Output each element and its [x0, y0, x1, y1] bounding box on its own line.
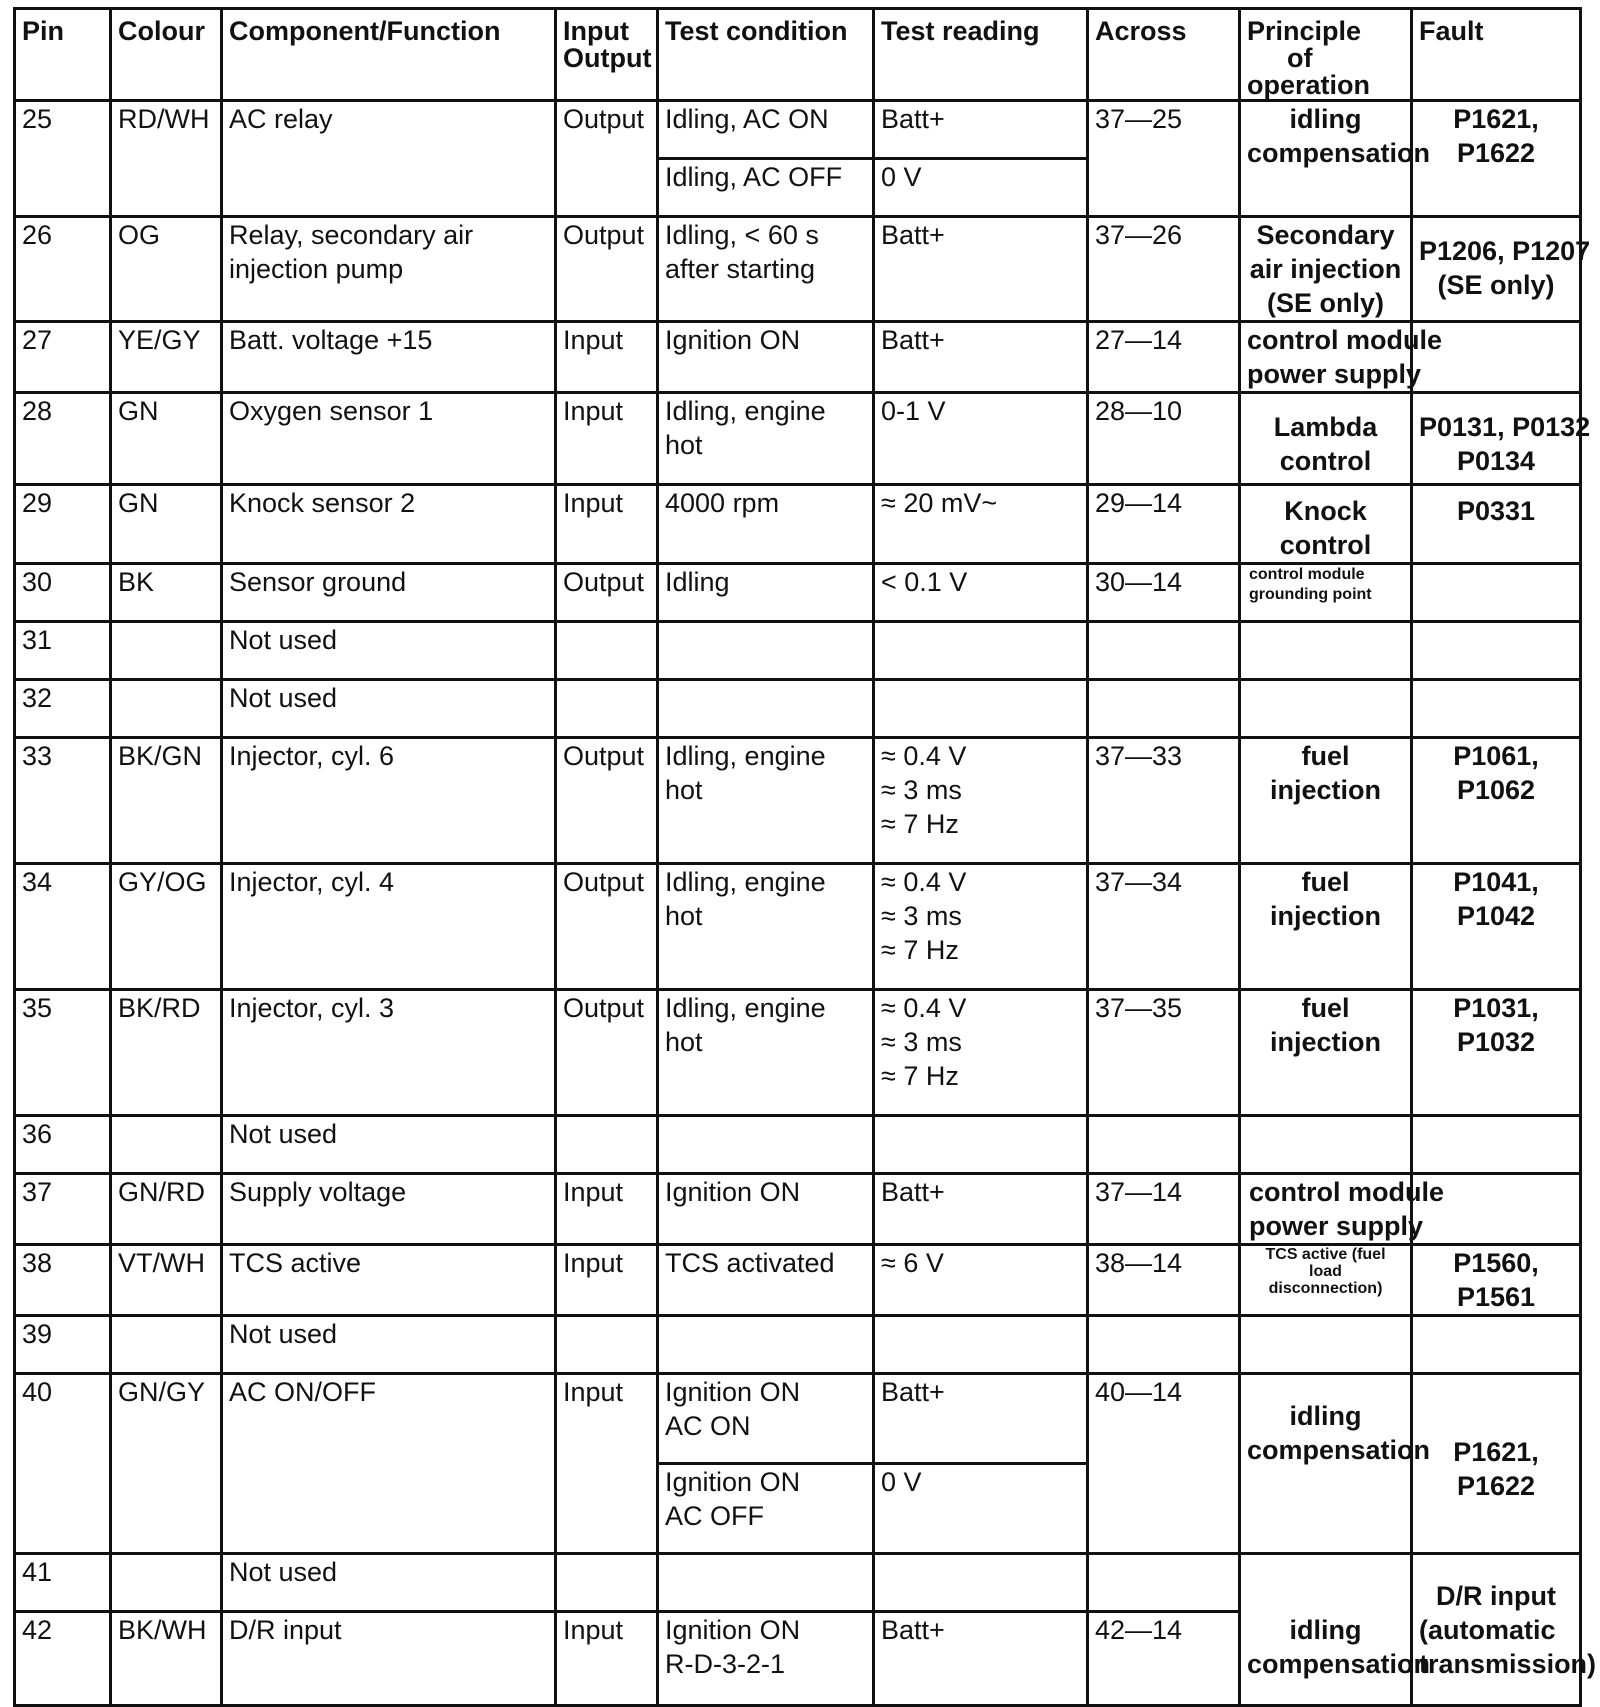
component-cell: TCS active: [222, 1245, 556, 1316]
across-cell: 30—14: [1088, 564, 1240, 622]
reading-line: ≈ 3 ms: [881, 775, 962, 805]
reading-line: ≈ 0.4 V: [881, 993, 967, 1023]
component-cell: Not used: [222, 622, 556, 680]
condition-line: hot: [665, 775, 703, 805]
principle-line: idling: [1289, 1615, 1362, 1645]
principle-cell: [1240, 101, 1431, 217]
principle-line: Lambda: [1273, 412, 1378, 442]
io-cell: Input: [556, 1612, 658, 1706]
pin-cell: 28: [15, 393, 111, 485]
condition-line: Idling, engine: [665, 396, 826, 426]
condition-cell: [658, 864, 874, 990]
header-test-reading: Test reading: [874, 9, 1088, 101]
condition-cell: Idling: [658, 564, 874, 622]
fault-cell: [1412, 680, 1581, 738]
table-row: [15, 393, 1581, 485]
component-cell: Not used: [222, 680, 556, 738]
table-row: [15, 680, 1581, 738]
condition-cell: [658, 680, 874, 738]
reading-cell: [874, 680, 1088, 738]
condition-line: hot: [665, 430, 703, 460]
component-cell: AC relay: [222, 101, 556, 217]
pin-cell: 38: [15, 1245, 111, 1316]
table-row: [15, 1245, 1581, 1316]
across-cell: 37—25: [1088, 101, 1240, 217]
io-cell: [556, 680, 658, 738]
principle-cell: [1240, 680, 1412, 738]
colour-cell: GN/GY: [111, 1374, 222, 1554]
header-pin: Pin: [15, 9, 111, 101]
table-row: [15, 217, 1581, 322]
principle-line: idling: [1289, 1401, 1362, 1431]
reading-cell: [874, 990, 1088, 1116]
colour-cell: GN/RD: [111, 1174, 222, 1245]
table-row: [15, 1116, 1581, 1174]
principle-cell: [1240, 1116, 1412, 1174]
condition-cell: [658, 1612, 874, 1706]
reading-cell: Batt+: [874, 217, 1088, 322]
condition-cell: [658, 622, 874, 680]
fault-line: P1206, P1207: [1419, 236, 1591, 266]
fault-line: transmission): [1419, 1649, 1597, 1679]
across-cell: [1088, 1554, 1240, 1612]
principle-line: compensation: [1247, 1435, 1431, 1465]
colour-cell: OG: [111, 217, 222, 322]
io-cell: [556, 1554, 658, 1612]
pin-cell: 40: [15, 1374, 111, 1554]
condition-line: hot: [665, 901, 703, 931]
header-io-output: Output: [563, 43, 652, 73]
colour-cell: BK/GN: [111, 738, 222, 864]
header-principle-line2: of: [1287, 43, 1313, 73]
component-cell: Injector, cyl. 3: [222, 990, 556, 1116]
component-line: injection pump: [229, 254, 404, 284]
io-cell: Input: [556, 1374, 658, 1554]
principle-cell: [1240, 393, 1412, 485]
colour-cell: VT/WH: [111, 1245, 222, 1316]
header-input-output: [556, 9, 658, 101]
table-row: [15, 738, 1581, 864]
principle-line: air injection: [1249, 254, 1402, 284]
principle-line: idling: [1289, 104, 1362, 134]
reading-cell: 0 V: [874, 159, 1088, 217]
principle-cell: Knock control: [1240, 485, 1412, 564]
principle-cell: fuel injection: [1240, 738, 1412, 864]
fault-cell: [1412, 217, 1591, 322]
fault-line: (automatic: [1419, 1615, 1556, 1645]
across-cell: 37—35: [1088, 990, 1240, 1116]
component-cell: Not used: [222, 1316, 556, 1374]
pinout-table: [13, 7, 1597, 1707]
principle-cell: [1240, 1245, 1412, 1316]
condition-cell: [658, 1374, 874, 1464]
condition-line: Idling, < 60 s: [665, 220, 819, 250]
colour-cell: [111, 680, 222, 738]
condition-line: Idling, engine: [665, 741, 826, 771]
across-cell: 28—10: [1088, 393, 1240, 485]
table-row: [15, 1374, 1581, 1464]
pin-cell: 29: [15, 485, 111, 564]
condition-cell: Idling, AC OFF: [658, 159, 874, 217]
fault-cell: P1560, P1561: [1412, 1245, 1581, 1316]
principle-line: TCS active (fuel: [1265, 1246, 1386, 1263]
principle-line: compensation: [1247, 1649, 1431, 1679]
fault-cell: [1412, 1316, 1581, 1374]
io-cell: Output: [556, 101, 658, 217]
component-cell: Knock sensor 2: [222, 485, 556, 564]
fault-line: P0134: [1456, 446, 1536, 476]
condition-line: AC ON: [665, 1411, 751, 1441]
pin-cell: 39: [15, 1316, 111, 1374]
reading-cell: [874, 864, 1088, 990]
io-cell: Input: [556, 1174, 658, 1245]
header-row: [15, 9, 1581, 101]
fault-cell: [1412, 564, 1581, 622]
principle-line: control module: [1249, 1177, 1444, 1207]
fault-cell: [1412, 393, 1591, 485]
io-cell: Input: [556, 393, 658, 485]
principle-line: power supply: [1247, 359, 1422, 389]
across-cell: 40—14: [1088, 1374, 1240, 1554]
header-fault: Fault: [1412, 9, 1581, 101]
component-cell: Oxygen sensor 1: [222, 393, 556, 485]
colour-cell: [111, 1116, 222, 1174]
table-row: [15, 1316, 1581, 1374]
table-row: [15, 1174, 1581, 1245]
fault-cell: [1412, 1116, 1581, 1174]
io-cell: Output: [556, 564, 658, 622]
pin-cell: 35: [15, 990, 111, 1116]
component-line: Relay, secondary air: [229, 220, 474, 250]
principle-cell: [1240, 322, 1442, 393]
reading-line: ≈ 3 ms: [881, 1027, 962, 1057]
principle-line: Secondary: [1256, 220, 1395, 250]
condition-cell: Ignition ON: [658, 1174, 874, 1245]
table-row: [15, 864, 1581, 990]
pin-cell: 31: [15, 622, 111, 680]
pin-cell: 36: [15, 1116, 111, 1174]
reading-line: ≈ 7 Hz: [881, 1061, 959, 1091]
colour-cell: GN: [111, 485, 222, 564]
component-cell: Injector, cyl. 6: [222, 738, 556, 864]
pin-cell: 42: [15, 1612, 111, 1706]
fault-line: D/R input: [1436, 1581, 1556, 1611]
colour-cell: BK: [111, 564, 222, 622]
pin-cell: 34: [15, 864, 111, 990]
reading-cell: Batt+: [874, 322, 1088, 393]
condition-line: Ignition ON: [665, 1615, 801, 1645]
colour-cell: BK/RD: [111, 990, 222, 1116]
condition-cell: [658, 738, 874, 864]
across-cell: 29—14: [1088, 485, 1240, 564]
reading-cell: Batt+: [874, 1374, 1088, 1464]
across-cell: 37—34: [1088, 864, 1240, 990]
principle-cell: fuel injection: [1240, 990, 1412, 1116]
reading-line: ≈ 0.4 V: [881, 741, 967, 771]
colour-cell: BK/WH: [111, 1612, 222, 1706]
reading-cell: [874, 1554, 1088, 1612]
condition-cell: [658, 393, 874, 485]
fault-cell: P0331: [1412, 485, 1581, 564]
condition-cell: 4000 rpm: [658, 485, 874, 564]
header-principle-line3: operation: [1247, 70, 1371, 100]
reading-cell: [874, 1316, 1088, 1374]
principle-line: load: [1309, 1263, 1342, 1280]
principle-line: grounding point: [1249, 586, 1372, 603]
component-cell: [222, 217, 556, 322]
fault-cell: P1031, P1032: [1412, 990, 1581, 1116]
principle-cell: fuel injection: [1240, 864, 1412, 990]
principle-line: control: [1279, 446, 1372, 476]
io-cell: Output: [556, 217, 658, 322]
principle-line: control module: [1247, 325, 1442, 355]
reading-cell: < 0.1 V: [874, 564, 1088, 622]
colour-cell: RD/WH: [111, 101, 222, 217]
principle-line: disconnection): [1268, 1280, 1383, 1297]
pin-cell: 33: [15, 738, 111, 864]
colour-cell: [111, 622, 222, 680]
condition-cell: [658, 1554, 874, 1612]
condition-cell: Idling, AC ON: [658, 101, 874, 159]
table-row: [15, 990, 1581, 1116]
fault-cell: [1412, 1554, 1597, 1706]
io-cell: Input: [556, 485, 658, 564]
colour-cell: [111, 1554, 222, 1612]
condition-line: hot: [665, 1027, 703, 1057]
across-cell: 37—26: [1088, 217, 1240, 322]
principle-cell: [1240, 1316, 1412, 1374]
io-cell: Output: [556, 738, 658, 864]
component-cell: Not used: [222, 1554, 556, 1612]
condition-line: Ignition ON: [665, 1467, 801, 1497]
io-cell: Output: [556, 990, 658, 1116]
condition-cell: Ignition ON: [658, 322, 874, 393]
across-cell: [1088, 1316, 1240, 1374]
fault-cell: [1412, 622, 1581, 680]
colour-cell: GN: [111, 393, 222, 485]
principle-line: power supply: [1249, 1211, 1424, 1241]
principle-line: control module: [1249, 566, 1365, 583]
header-principle: [1240, 9, 1412, 101]
principle-line: (SE only): [1266, 288, 1384, 318]
fault-cell: P1061, P1062: [1412, 738, 1581, 864]
fault-line: P0131, P0132: [1419, 412, 1591, 442]
condition-line: Ignition ON: [665, 1377, 801, 1407]
reading-cell: Batt+: [874, 101, 1088, 159]
reading-cell: Batt+: [874, 1612, 1088, 1706]
condition-line: Idling, engine: [665, 867, 826, 897]
header-principle-line1: Principle: [1247, 16, 1362, 46]
pin-cell: 27: [15, 322, 111, 393]
condition-cell: [658, 1316, 874, 1374]
component-cell: Supply voltage: [222, 1174, 556, 1245]
colour-cell: GY/OG: [111, 864, 222, 990]
reading-cell: ≈ 6 V: [874, 1245, 1088, 1316]
component-cell: Batt. voltage +15: [222, 322, 556, 393]
io-cell: Input: [556, 322, 658, 393]
reading-line: ≈ 7 Hz: [881, 809, 959, 839]
component-cell: AC ON/OFF: [222, 1374, 556, 1554]
principle-cell: [1240, 217, 1412, 322]
pin-cell: 26: [15, 217, 111, 322]
condition-cell: [658, 990, 874, 1116]
table-row: [15, 101, 1581, 159]
across-cell: 37—33: [1088, 738, 1240, 864]
table-row: [15, 622, 1581, 680]
pin-cell: 25: [15, 101, 111, 217]
reading-cell: [874, 1116, 1088, 1174]
component-cell: Sensor ground: [222, 564, 556, 622]
condition-line: after starting: [665, 254, 816, 284]
reading-cell: [874, 622, 1088, 680]
component-cell: Injector, cyl. 4: [222, 864, 556, 990]
pin-cell: 37: [15, 1174, 111, 1245]
header-io-input: Input: [563, 16, 629, 46]
table-row: [15, 485, 1581, 564]
reading-cell: ≈ 20 mV~: [874, 485, 1088, 564]
header-colour: Colour: [111, 9, 222, 101]
io-cell: Input: [556, 1245, 658, 1316]
io-cell: [556, 1116, 658, 1174]
condition-cell: [658, 1116, 874, 1174]
principle-cell: [1240, 564, 1412, 622]
io-cell: [556, 1316, 658, 1374]
header-component: Component/Function: [222, 9, 556, 101]
across-cell: 37—14: [1088, 1174, 1240, 1245]
table-row: [15, 1554, 1581, 1612]
header-across: Across: [1088, 9, 1240, 101]
across-cell: 38—14: [1088, 1245, 1240, 1316]
table-row: [15, 322, 1581, 393]
condition-cell: [658, 1464, 874, 1554]
reading-cell: 0 V: [874, 1464, 1088, 1554]
across-cell: [1088, 680, 1240, 738]
condition-line: R-D-3-2-1: [665, 1649, 786, 1679]
io-cell: [556, 622, 658, 680]
across-cell: [1088, 1116, 1240, 1174]
reading-cell: 0-1 V: [874, 393, 1088, 485]
principle-line: compensation: [1247, 138, 1431, 168]
reading-line: ≈ 3 ms: [881, 901, 962, 931]
component-cell: D/R input: [222, 1612, 556, 1706]
fault-cell: P1041, P1042: [1412, 864, 1581, 990]
reading-line: ≈ 0.4 V: [881, 867, 967, 897]
fault-cell: P1621, P1622: [1412, 1374, 1581, 1554]
fault-cell: P1621, P1622: [1412, 101, 1581, 217]
component-cell: Not used: [222, 1116, 556, 1174]
colour-cell: YE/GY: [111, 322, 222, 393]
condition-cell: [658, 217, 874, 322]
condition-cell: TCS activated: [658, 1245, 874, 1316]
header-test-condition: Test condition: [658, 9, 874, 101]
reading-cell: Batt+: [874, 1174, 1088, 1245]
principle-cell: [1240, 1374, 1431, 1554]
across-cell: 42—14: [1088, 1612, 1240, 1706]
fault-line: (SE only): [1437, 270, 1555, 300]
condition-line: AC OFF: [665, 1501, 764, 1531]
reading-line: ≈ 7 Hz: [881, 935, 959, 965]
pin-cell: 32: [15, 680, 111, 738]
pin-cell: 41: [15, 1554, 111, 1612]
reading-cell: [874, 738, 1088, 864]
pin-cell: 30: [15, 564, 111, 622]
principle-cell: [1240, 1554, 1431, 1706]
across-cell: [1088, 622, 1240, 680]
colour-cell: [111, 1316, 222, 1374]
table-row: [15, 564, 1581, 622]
principle-cell: [1240, 622, 1412, 680]
principle-cell: [1240, 1174, 1444, 1245]
io-cell: Output: [556, 864, 658, 990]
across-cell: 27—14: [1088, 322, 1240, 393]
condition-line: Idling, engine: [665, 993, 826, 1023]
